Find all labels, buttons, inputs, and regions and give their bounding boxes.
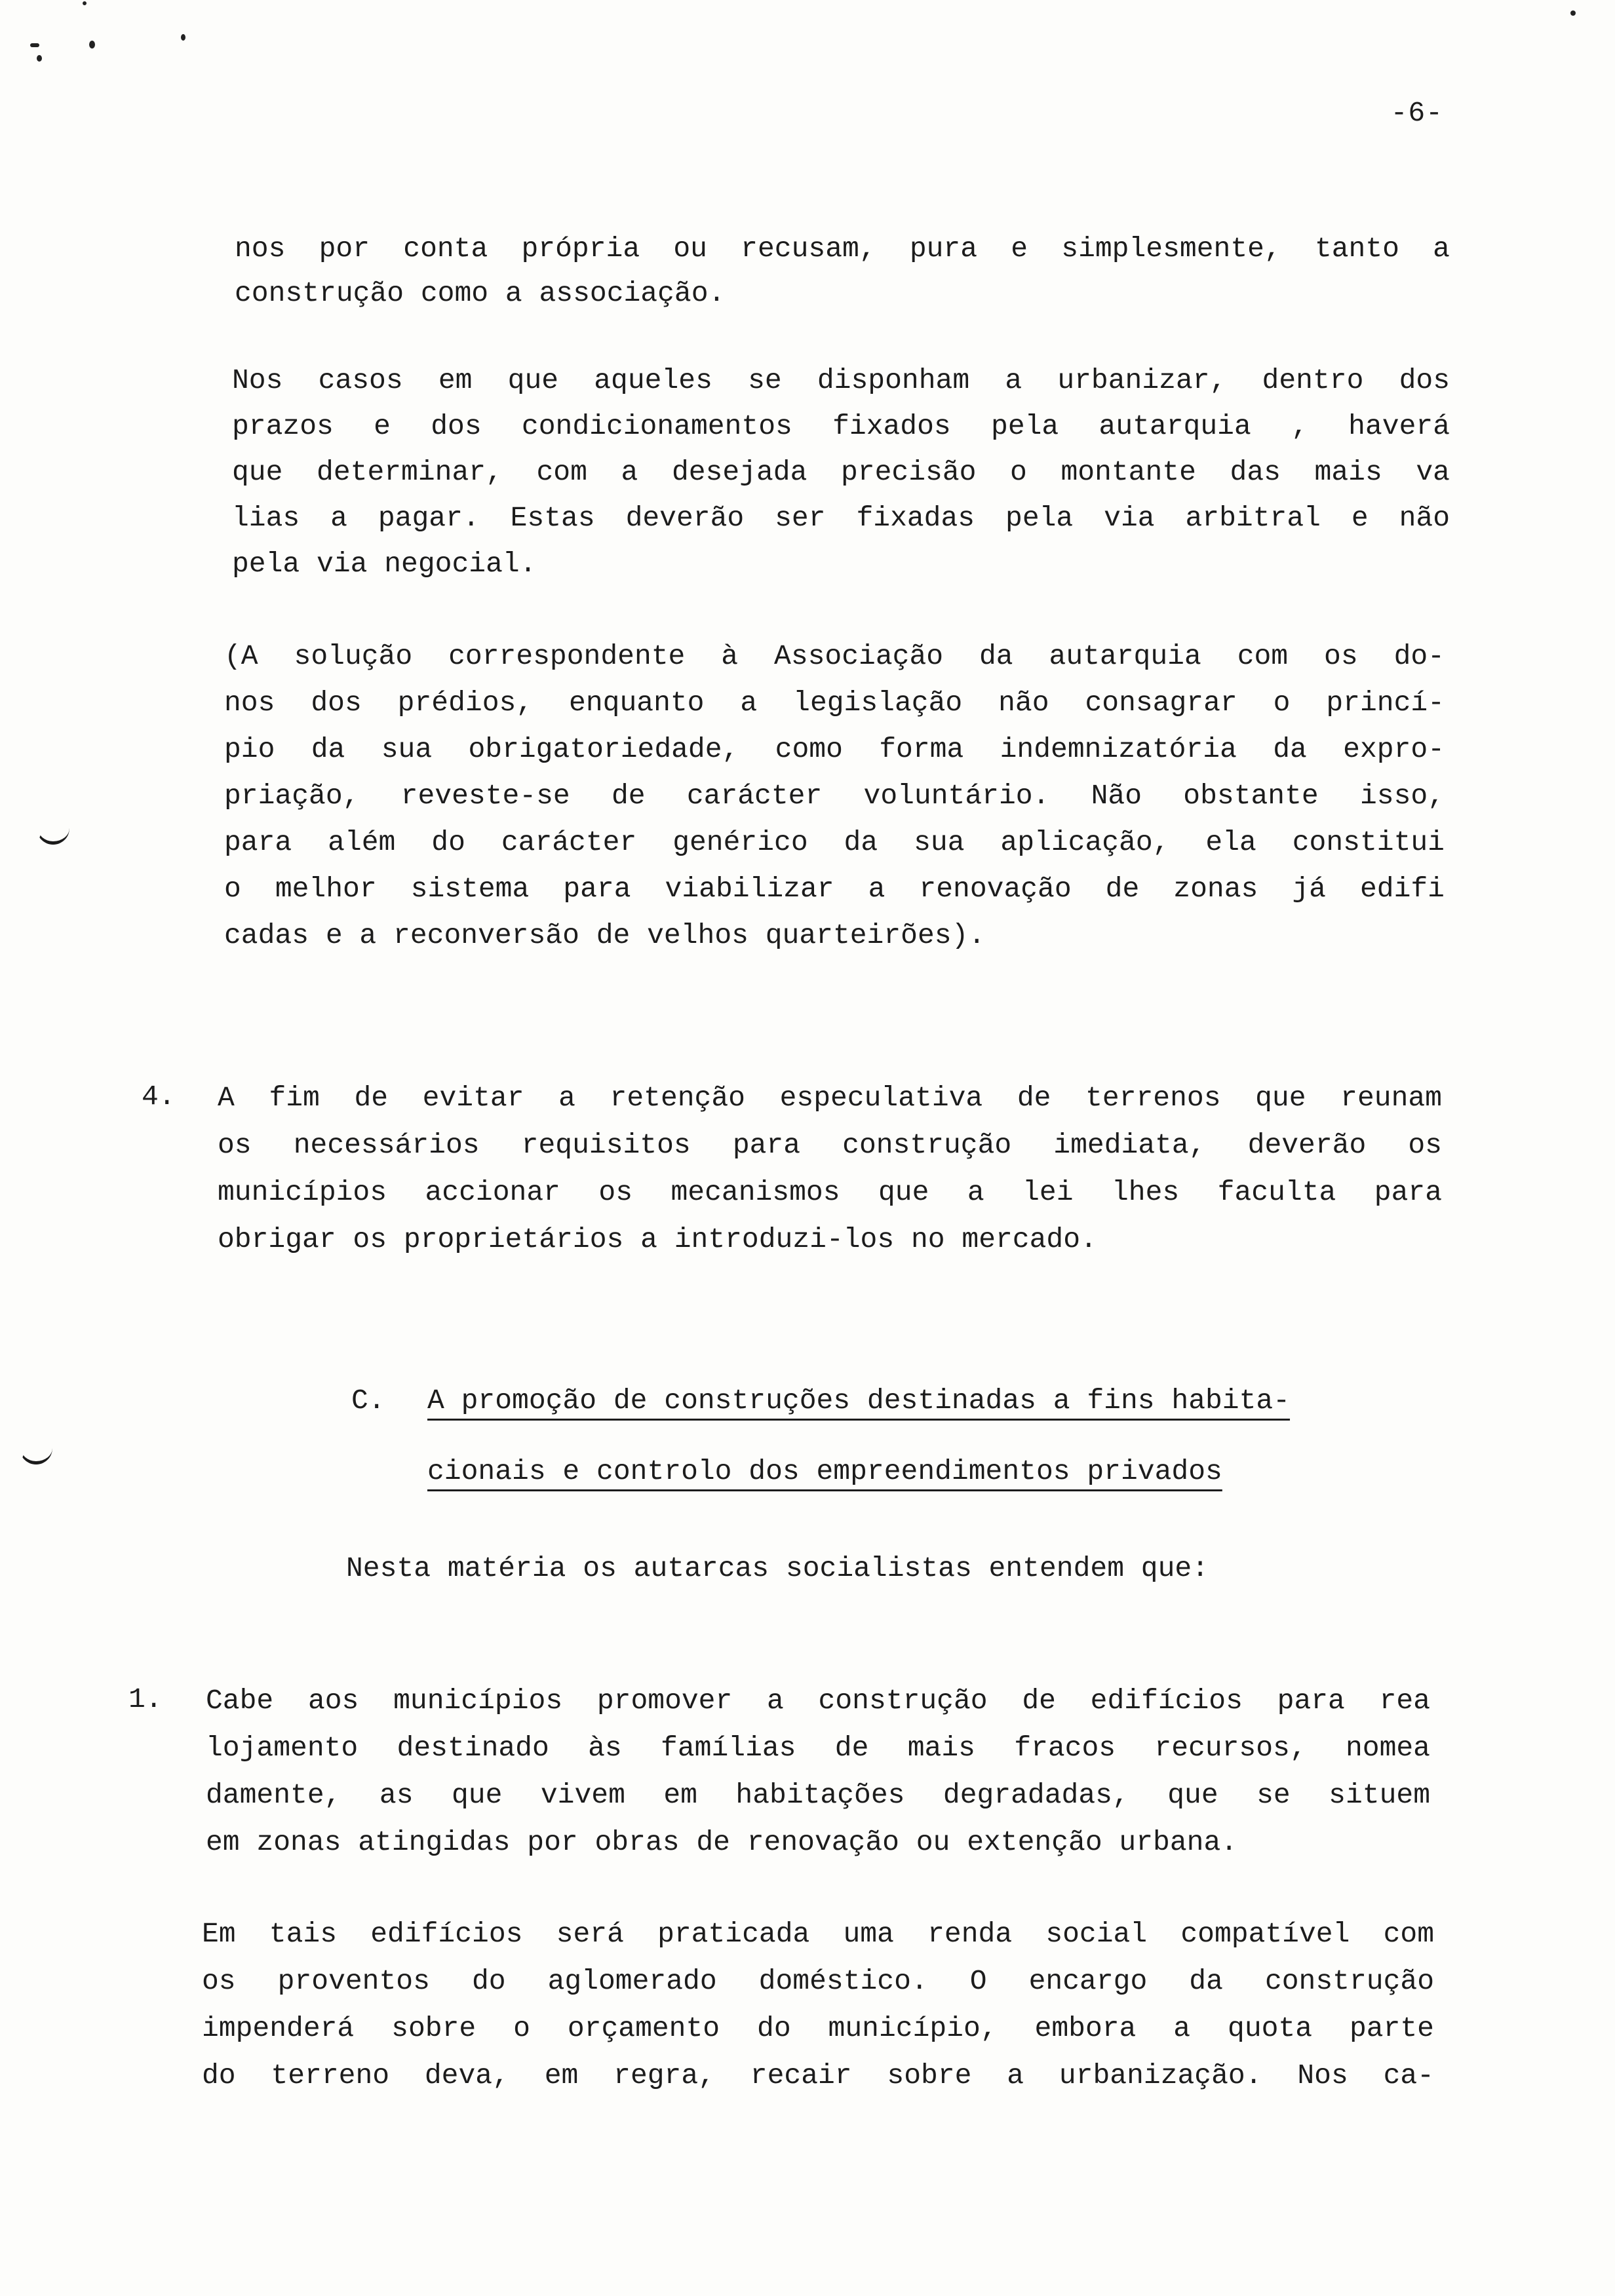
text-line: lias a pagar. Estas deverão ser fixadas pela via arbitral e não — [232, 502, 1450, 534]
item-number: 4. — [142, 1081, 176, 1113]
paragraph-renda-social — [202, 1911, 1434, 2099]
scan-speck — [1570, 10, 1576, 16]
text-line: damente, as que vivem em habitações degradadas, que se situem — [206, 1779, 1430, 1811]
item-4-paragraph — [218, 1075, 1442, 1263]
paragraph-associacao — [224, 633, 1445, 959]
section-letter: C. — [351, 1385, 385, 1417]
text-line: os proventos do aglomerado doméstico. O encargo da construção — [202, 1965, 1434, 1997]
text-line: priação, reveste-se de carácter voluntário. Não obstante isso, — [224, 780, 1445, 812]
text-line: o melhor sistema para viabilizar a renovação de zonas já edifi — [224, 873, 1445, 905]
intro-line — [346, 1546, 1329, 1591]
text-line: prazos e dos condicionamentos fixados pela autarquia , haverá — [232, 410, 1450, 442]
text-line: Cabe aos municípios promover a construção de edifícios para rea — [206, 1685, 1430, 1717]
page-number: -6- — [1390, 97, 1443, 129]
text-line: do terreno deva, em regra, recair sobre a urbanização. Nos ca- — [202, 2059, 1434, 2092]
text-line: (A solução correspondente à Associação da autarquia com os do- — [224, 640, 1445, 672]
text-line: para além do carácter genérico da sua aplicação, ela constitui — [224, 826, 1445, 858]
scan-speck — [83, 1, 87, 5]
paragraph-mais-valias — [232, 358, 1450, 587]
text-line: impenderá sobre o orçamento do município, embora a quota parte — [202, 2012, 1434, 2044]
text-line: Nos casos em que aqueles se disponham a urbanizar, dentro dos — [232, 364, 1450, 396]
text-line: em zonas atingidas por obras de renovação ou extenção urbana. — [206, 1826, 1238, 1858]
margin-hook-mark — [37, 824, 69, 845]
scan-speck — [89, 41, 95, 48]
text-line: construção como a associação. — [235, 277, 726, 309]
text-line: Em tais edifícios será praticada uma renda social compatível com — [202, 1918, 1434, 1950]
text-line: pio da sua obrigatoriedade, como forma indemnizatória da expro- — [224, 733, 1445, 765]
text-line: que determinar, com a desejada precisão o montante das mais va — [232, 456, 1450, 488]
text-line: A fim de evitar a retenção especulativa de terrenos que reunam — [218, 1082, 1442, 1114]
section-title — [427, 1366, 1290, 1507]
title-line: A promoção de construções destinadas a fins habita- — [427, 1385, 1291, 1417]
margin-hook-mark — [20, 1444, 52, 1464]
text-line: lojamento destinado às famílias de mais fracos recursos, nomea — [206, 1732, 1430, 1764]
paragraph-continuation — [235, 227, 1450, 316]
text-line: obrigar os proprietários a introduzi-los no mercado. — [218, 1223, 1097, 1255]
text-line: cadas e a reconversão de velhos quarteirões). — [224, 919, 986, 951]
title-line: cionais e controlo dos empreendimentos privados — [427, 1455, 1222, 1487]
item-number: 1. — [128, 1683, 163, 1715]
text-line: os necessários requisitos para construção imediata, deverão os — [218, 1129, 1442, 1161]
text-line: Nesta matéria os autarcas socialistas entendem que: — [346, 1552, 1209, 1584]
text-line: nos dos prédios, enquanto a legislação não consagrar o princí- — [224, 687, 1445, 719]
text-line: nos por conta própria ou recusam, pura e simplesmente, tanto a — [235, 233, 1450, 265]
item-1-paragraph — [206, 1677, 1430, 1866]
scan-speck — [30, 43, 39, 47]
scan-speck — [37, 55, 42, 62]
text-line: pela via negocial. — [232, 548, 537, 580]
scan-speck — [181, 34, 185, 41]
text-line: municípios accionar os mecanismos que a lei lhes faculta para — [218, 1176, 1442, 1208]
